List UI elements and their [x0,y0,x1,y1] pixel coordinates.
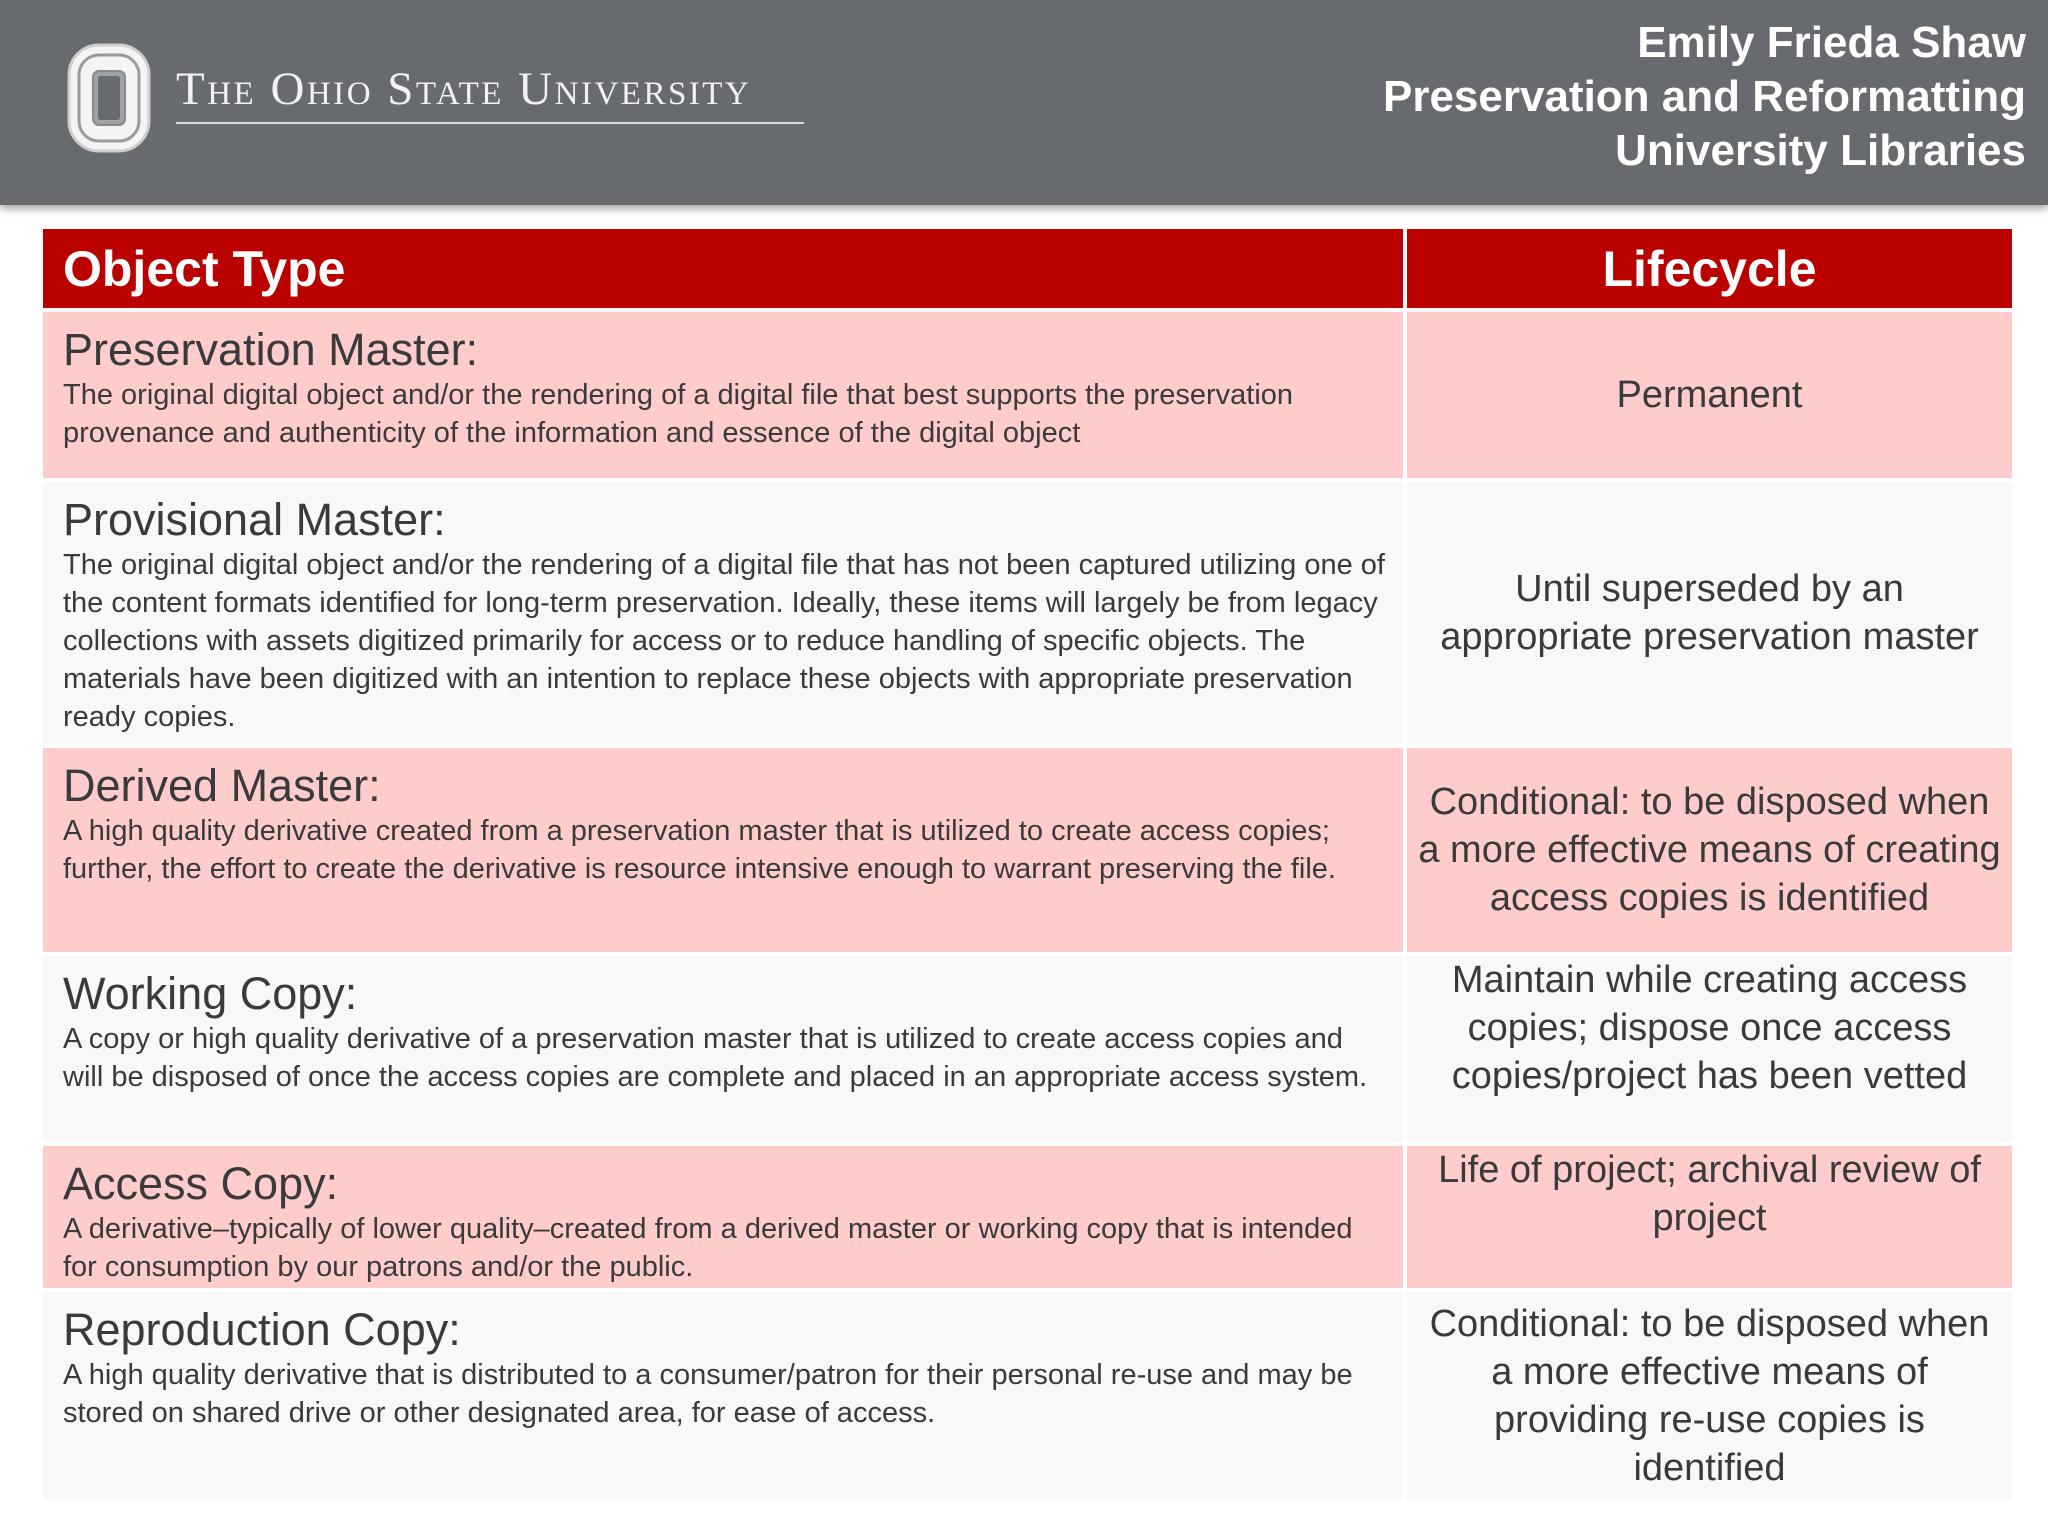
lifecycle-cell: Maintain while creating access copies; dispose once access copies/project has been vetted [1405,954,2012,1144]
object-type-title: Access Copy: [63,1158,339,1209]
university-wordmark: The Ohio State University [176,63,752,115]
block-o-logo-icon [67,43,151,153]
table-row [43,1290,2012,1500]
slide-header [0,0,2048,205]
table-row [43,1144,2012,1290]
lifecycle-cell: Conditional: to be disposed when a more effective means of creating access copies is identified [1405,746,2012,954]
wordmark-underline [176,122,804,124]
object-type-description: The original digital object and/or the rendering of a digital file that has not been captured utilizing one of the content formats identified for long-term preservation. Ideally, these items will largely be from legacy collections with assets digitized primarily for access or to reduce handling of specific objects. The materials have been digitized with an intention to replace these objects with appropriate preservation ready copies. [63,549,1385,733]
column-header-object-type: Object Type [43,229,1405,310]
lifecycle-cell: Life of project; archival review of project [1405,1144,2012,1290]
presenter-organization: University Libraries [1615,126,2026,175]
table-row [43,746,2012,954]
presenter-name: Emily Frieda Shaw [1637,18,2026,67]
object-type-title: Reproduction Copy: [63,1304,461,1355]
lifecycle-cell: Until superseded by an appropriate preservation master [1405,480,2012,746]
object-type-title: Derived Master: [63,760,381,811]
object-type-title: Provisional Master: [63,494,446,545]
presenter-department: Preservation and Reformatting [1382,72,2026,121]
object-type-cell [43,480,1405,746]
object-type-description: The original digital object and/or the rendering of a digital file that best supports the preservation provenance and authenticity of the information and essence of the digital object [63,379,1294,449]
object-lifecycle-table [43,229,2012,1500]
object-type-description: A high quality derivative that is distributed to a consumer/patron for their personal re-use and may be stored on shared drive or other designated area, for ease of access. [63,1359,1353,1429]
table-row [43,480,2012,746]
presenter-block [1383,16,2026,178]
table-header-row [43,229,2012,310]
object-type-cell [43,746,1405,954]
object-type-description: A derivative–typically of lower quality–created from a derived master or working copy that is intended for consumption by our patrons and/or the public. [63,1213,1353,1283]
object-type-cell [43,310,1405,480]
object-type-description: A copy or high quality derivative of a preservation master that is utilized to create access copies and will be disposed of once the access copies are complete and placed in an appropriate access system. [63,1023,1368,1093]
object-type-cell [43,1144,1405,1290]
object-type-description: A high quality derivative created from a preservation master that is utilized to create access copies; further, the effort to create the derivative is resource intensive enough to warrant preserving the file. [63,815,1336,885]
table-row [43,310,2012,480]
object-type-cell [43,954,1405,1144]
table-row [43,954,2012,1144]
lifecycle-cell: Permanent [1405,310,2012,480]
object-type-title: Working Copy: [63,968,358,1019]
lifecycle-cell: Conditional: to be disposed when a more effective means of providing re-use copies is identified [1405,1290,2012,1500]
object-type-title: Preservation Master: [63,324,479,375]
column-header-lifecycle: Lifecycle [1405,229,2012,310]
object-type-cell [43,1290,1405,1500]
